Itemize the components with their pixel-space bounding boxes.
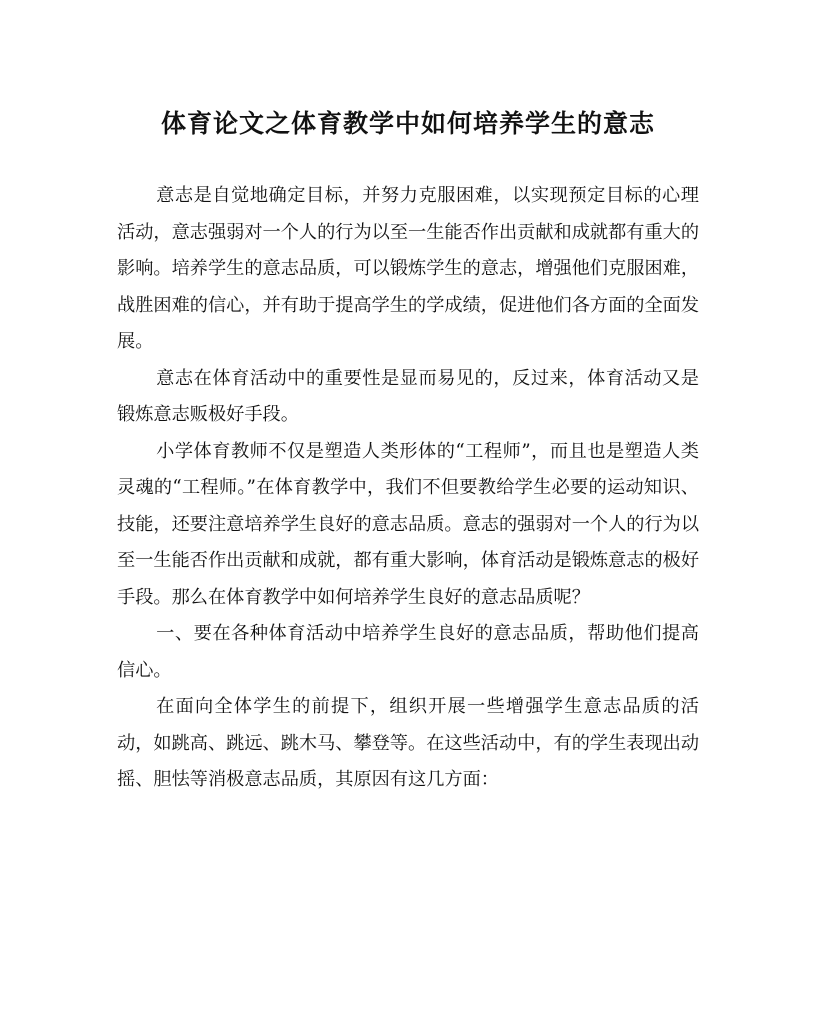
document-title: 体育论文之体育教学中如何培养学生的意志 (160, 109, 655, 138)
document-body (117, 178, 699, 799)
paragraph-5: 在面向全体学生的前提下，组织开展一些增强学生意志品质的活动，如跳高、跳远、跳木马、攀登等。在这些活动中，有的学生表现出动摇、胆怯等消极意志品质，其原因有这几方面： (117, 696, 700, 790)
paragraph-3: 小学体育教师不仅是塑造人类形体的“工程师”，而且也是塑造人类灵魂的“工程师。”在体育教学中，我们不但要教给学生必要的运动知识、技能，还要注意培养学生良好的意志品质。意志的强弱对一个人的行为以至一生能否作出贡献和成就，都有重大影响，体育活动是锻炼意志的极好手段。那么在体育教学中如何培养学生良好的意志品质呢？ (117, 440, 700, 608)
paragraph-4: 一、要在各种体育活动中培养学生良好的意志品质，帮助他们提高信心。 (117, 623, 699, 681)
paragraph-1: 意志是自觉地确定目标，并努力克服困难，以实现预定目标的心理活动，意志强弱对一个人的行为以至一生能否作出贡献和成就都有重大的影响。培养学生的意志品质，可以锻炼学生的意志，增强他们克服困难，战胜困难的信心，并有助于提高学生的学成绩，促进他们各方面的全面发展。 (117, 185, 700, 352)
paragraph-2: 意志在体育活动中的重要性是显而易见的，反过来，体育活动又是锻炼意志贩极好手段。 (117, 367, 699, 425)
